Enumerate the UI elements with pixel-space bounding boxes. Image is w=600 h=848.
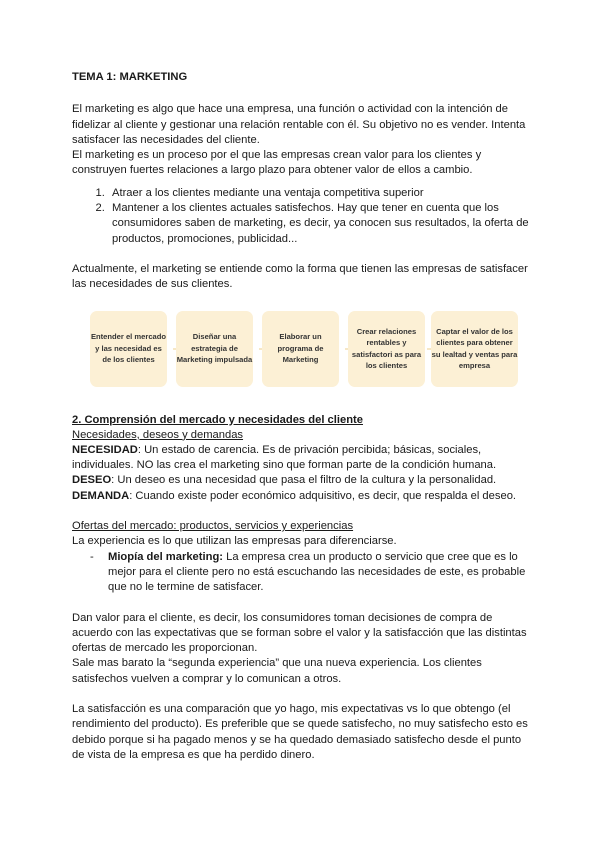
definition-necesidad: [72, 443, 532, 474]
steps-list: [72, 186, 532, 247]
value-paragraph-1: Dan valor para el cliente, es decir, los consumidores toman decisiones de compra de acuerdo con las expectativas que se forman sobre el valor y la satisfacción que las distintas ofertas de mercado les proporcionan.: [72, 611, 527, 655]
intro-paragraph-2: El marketing es un proceso por el que las empresas crean valor para los clientes y construyen fuertes relaciones a largo plazo para obtener valor de ellos a cambio.: [72, 149, 482, 177]
experience-text: La experiencia es lo que utilizan las empresas para diferenciarse.: [72, 535, 397, 548]
definition-text: La empresa crea un producto o servicio que cree que es lo mejor para el cliente pero no está escuchando las necesidades de este, es probable que no le termine de satisfacer.: [108, 550, 526, 594]
section-heading: 2. Comprensión del mercado y necesidades del cliente: [72, 413, 363, 426]
list-item: 1. Atraer a los clientes mediante una ventaja competitiva superior: [108, 186, 532, 201]
process-diagram: [72, 311, 532, 391]
term: NECESIDAD: [72, 443, 138, 456]
process-step-2: Diseñar una estrategia de Marketing impulsada: [176, 311, 253, 387]
process-step-5: Captar el valor de los clientes para obtener su lealtad y ventas para empresa: [431, 311, 518, 387]
list-item: 2. Mantener a los clientes actuales satisfechos. Hay que tener en cuenta que los consumidores saben de marketing, es decir, ya conocen sus resultados, la oferta de productos, promociones, publicidad...: [108, 201, 532, 247]
dash-list: [72, 550, 532, 596]
subsection-title: Necesidades, deseos y demandas: [72, 428, 244, 441]
definition-text: : Un estado de carencia. Es de privación percibida; básicas, sociales, individuales. NO las crea el marketing sino que forman parte de la condición humana.: [72, 443, 497, 472]
document-page: [72, 70, 532, 763]
definition-deseo: [72, 473, 532, 488]
definition-text: : Un deseo es una necesidad que pasa el filtro de la cultura y la personalidad.: [111, 474, 497, 487]
list-item: [90, 550, 532, 596]
term: DESEO: [72, 474, 112, 487]
page-title: TEMA 1: MARKETING: [72, 71, 188, 83]
term: Miopía del marketing:: [108, 550, 223, 563]
definition-text: : Cuando existe poder económico adquisitivo, es decir, que respalda el deseo.: [129, 489, 517, 502]
definition-demanda: [72, 489, 532, 504]
value-paragraph-2: Sale mas barato la “segunda experiencia” que una nueva experiencia. Los clientes satisfechos vuelven a comprar y lo comunican a otros.: [72, 657, 482, 685]
intro-paragraph-1: El marketing es algo que hace una empresa, una función o actividad con la intención de fidelizar al cliente y gestionar una relación rentable con él. Su objetivo no es vender. Intenta satisfacer las necesidades del cliente.: [72, 103, 526, 146]
process-step-4: Crear relaciones rentables y satisfactori as para los clientes: [348, 311, 425, 387]
process-step-3: Elaborar un programa de Marketing: [262, 311, 339, 387]
subsection-title: Ofertas del mercado: productos, servicios y experiencias: [72, 520, 354, 533]
term: DEMANDA: [72, 489, 130, 502]
process-step-1: Entender el mercado y las necesidad es de los clientes: [90, 311, 167, 387]
actual-paragraph: Actualmente, el marketing se entiende como la forma que tienen las empresas de satisfacer las necesidades de sus clientes.: [72, 262, 528, 291]
satisfaction-paragraph: La satisfacción es una comparación que yo hago, mis expectativas vs lo que obtengo (el rendimiento del producto). Es preferible que se quede satisfecho, no muy satisfecho esto es debido porque si ha pagado menos y se ha quedado demasiado satisfecho desde el punto de vista de la empresa es que ha perdido dinero.: [72, 703, 528, 761]
